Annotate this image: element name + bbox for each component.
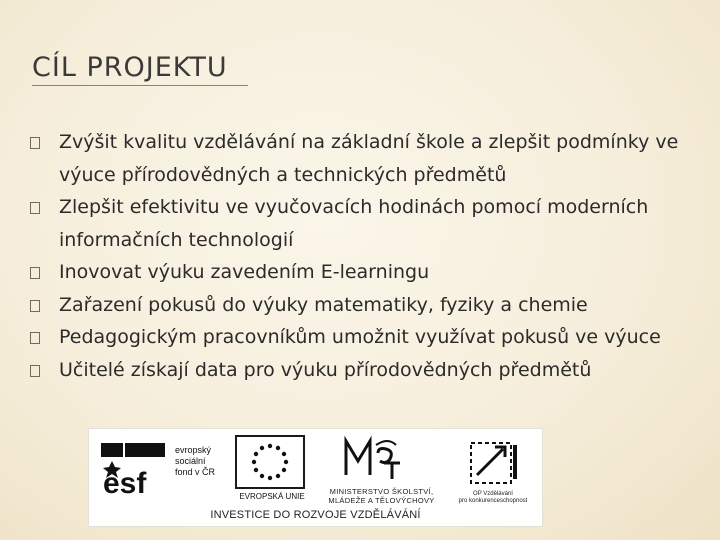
slide-title: CÍL PROJEKTU [32, 52, 228, 83]
bullet-text: Pedagogickým pracovníkům umožnit využívat pokusů ve výuce [59, 326, 661, 348]
eu-logo [235, 435, 310, 507]
bullet-item [30, 256, 710, 289]
title-underline [32, 85, 248, 86]
op-caption-line: OP Vzdělávání [473, 491, 513, 497]
op-caption-line: pro konkurenceschopnost [458, 498, 528, 504]
bullet-box-icon [30, 202, 40, 214]
bullet-text: Zvýšit kvalitu vzdělávání na základní škole a zlepšit podmínky ve výuce přírodovědných a technických předmětů [59, 131, 679, 186]
bullet-box-icon [30, 267, 40, 279]
bullet-text: Učitelé získají data pro výuku přírodovědných předmětů [59, 358, 592, 381]
bullet-text: Zařazení pokusů do výuky matematiky, fyziky a chemie [59, 293, 588, 316]
eu-flag-icon [235, 435, 305, 489]
bullet-box-icon [30, 137, 40, 149]
op-caption [449, 491, 537, 505]
bullet-box-icon [30, 365, 40, 377]
bullet-item [30, 321, 710, 354]
esf-mark-icon [101, 437, 171, 495]
msmt-logo [314, 435, 449, 507]
esf-logo [99, 435, 227, 499]
strip-caption: INVESTICE DO ROZVOJE VZDĚLÁVÁNÍ [210, 509, 421, 521]
esf-line: sociální [175, 456, 206, 466]
bullet-item [30, 289, 710, 322]
op-mark-icon [463, 435, 521, 487]
logo-strip [88, 428, 543, 527]
msmt-caption-line: MLÁDEŽE A TĚLOVÝCHOVY [328, 496, 435, 505]
bullet-item [30, 126, 710, 191]
esf-line: fond v ČR [175, 467, 216, 477]
bullet-box-icon [30, 300, 40, 312]
msmt-caption [314, 487, 449, 505]
msmt-caption-line: MINISTERSTVO ŠKOLSTVÍ, [329, 487, 434, 496]
bullet-list [30, 126, 710, 386]
esf-line: evropský [175, 445, 212, 455]
svg-text:esf: esf [103, 467, 147, 495]
msmt-mark-icon [342, 435, 402, 481]
esf-wordmark [175, 445, 215, 478]
bullet-text: Zlepšit efektivitu ve vyučovacích hodinách pomocí moderních informačních technologií [59, 196, 649, 251]
op-logo [449, 435, 537, 507]
bullet-item [30, 191, 710, 256]
bullet-item [30, 354, 710, 387]
bullet-text: Inovovat výuku zavedením E-learningu [59, 261, 430, 283]
bullet-box-icon [30, 332, 40, 344]
eu-caption: EVROPSKÁ UNIE [239, 492, 305, 501]
